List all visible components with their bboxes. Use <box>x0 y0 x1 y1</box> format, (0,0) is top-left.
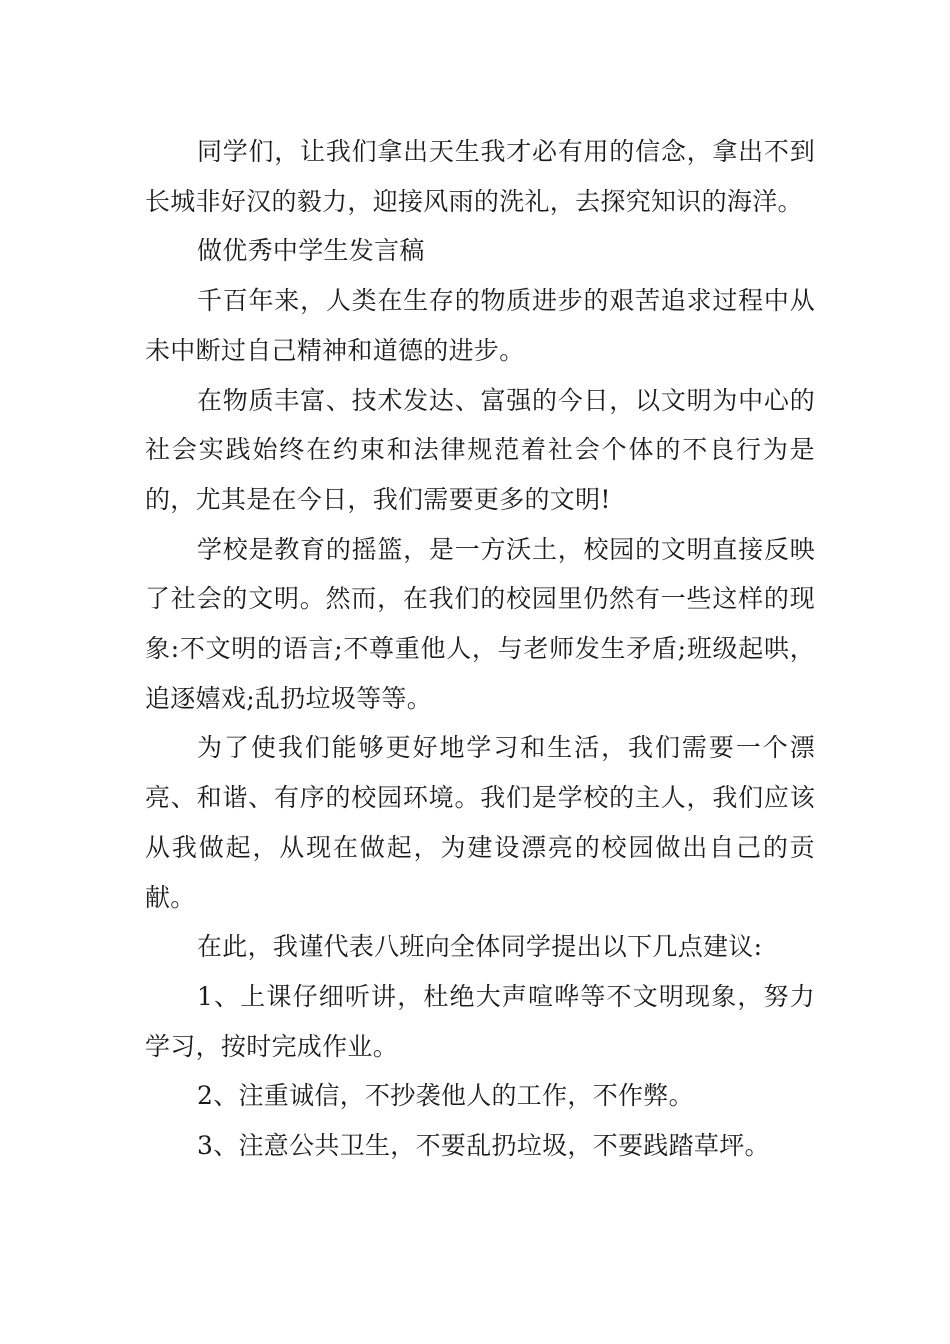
speech-title: 做优秀中学生发言稿 <box>197 236 425 266</box>
paragraph-civilization: 在物质丰富、技术发达、富强的今日，以文明为中心的社会实践始终在约束和法律规范着社会个体的不良行为是的，尤其是在今日，我们需要更多的文明! <box>145 385 815 514</box>
paragraph-closing-remark: 同学们，让我们拿出天生我才必有用的信念，拿出不到长城非好汉的毅力，迎接风雨的洗礼，去探究知识的海洋。 <box>145 137 815 216</box>
paragraph-campus-issues: 学校是教育的摇篮，是一方沃土，校园的文明直接反映了社会的文明。然而，在我们的校园里仍然有一些这样的现象:不文明的语言;不尊重他人，与老师发生矛盾;班级起哄，追逐嬉戏;乱扔垃圾等等。 <box>145 534 815 713</box>
proposal-item-1: 1、上课仔细听讲，杜绝大声喧哗等不文明现象，努力学习，按时完成作业。 <box>145 981 815 1061</box>
document-body <box>145 127 815 1171</box>
paragraph-call-to-action: 为了使我们能够更好地学习和生活，我们需要一个漂亮、和谐、有序的校园环境。我们是学校的主人，我们应该从我做起，从现在做起，为建设漂亮的校园做出自己的贡献。 <box>145 733 815 912</box>
paragraph-intro: 千百年来，人类在生存的物质进步的艰苦追求过程中从未中断过自己精神和道德的进步。 <box>145 286 815 365</box>
proposal-item-3: 3、注意公共卫生，不要乱扔垃圾，不要践踏草坪。 <box>197 1131 770 1161</box>
paragraph-proposal-lead: 在此，我谨代表八班向全体同学提出以下几点建议: <box>197 932 763 962</box>
proposal-item-2: 2、注重诚信，不抄袭他人的工作，不作弊。 <box>197 1081 694 1111</box>
